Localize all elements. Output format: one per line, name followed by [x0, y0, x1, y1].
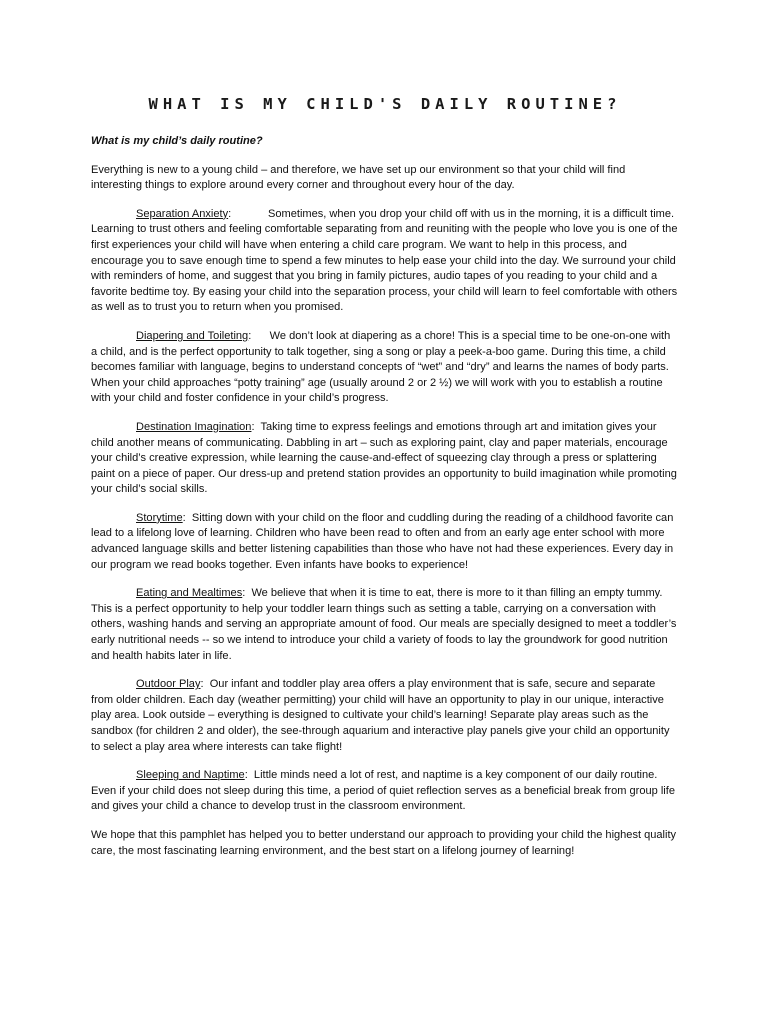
document-body	[91, 134, 679, 859]
section-heading: Destination Imagination	[136, 420, 252, 433]
section-outdoor-play	[91, 677, 679, 755]
section-separator: :	[242, 587, 252, 600]
section-destination-imagination	[91, 420, 679, 498]
section-separator: :	[228, 207, 269, 220]
subtitle: What is my child’s daily routine?	[91, 135, 263, 147]
section-separation-anxiety	[91, 207, 679, 316]
section-diapering-toileting	[91, 329, 679, 407]
section-separator: :	[182, 511, 192, 524]
section-heading: Sleeping and Naptime	[136, 769, 245, 782]
section-heading: Separation Anxiety	[136, 207, 229, 220]
closing-paragraph: We hope that this pamphlet has helped you to better understand our approach to providing your child the highest quality care, the most fascinating learning environment, and the best start on a lifelong journey of learning!	[91, 828, 677, 857]
section-separator: :	[248, 329, 270, 342]
section-body: Little minds need a lot of rest, and naptime is a key component of our daily routine. Even if your child does not sleep during this time, a period of quiet reflection serves as a beneficial break from group life and gives your child a chance to develop trust in the classroom environment.	[91, 769, 675, 813]
section-sleeping-naptime	[91, 768, 679, 815]
section-storytime	[91, 511, 679, 573]
section-body: Sitting down with your child on the floor and cuddling during the reading of a childhood favorite can lead to a lifelong love of learning. Children who have been read to often and from an early age enter school with more advanced language skills and better listening capabilities than those who have not had these experiences. Every day in our program we read books together. Even infants have books to experience!	[91, 511, 674, 571]
section-heading: Outdoor Play	[136, 678, 201, 691]
section-body: We don’t look at diapering as a chore! This is a special time to be one-on-one with a child, and is the perfect opportunity to talk together, sing a song or play a peek-a-boo game. During this time, a child becomes familiar with language, begins to understand concepts of “wet” and “dry” and learns the names of body parts. When your child approaches “potty training” age (usually around 2 or 2 ½) we will work with you to establish a routine with your child and foster confidence in your child’s progress.	[91, 329, 671, 405]
section-separator: :	[244, 769, 254, 782]
section-body: We believe that when it is time to eat, there is more to it than filling an empty tummy. This is a perfect opportunity to help your toddler learn things such as setting a table, carrying on a conversation with others, washing hands and serving an appropriate amount of food. Our meals are specially designed to meet a toddler’s early nutritional needs -- so we intend to introduce your child a variety of foods to lay the groundwork for good nutrition and health habits later in life.	[91, 587, 677, 662]
section-body: Sometimes, when you drop your child off with us in the morning, it is a difficult time. Learning to trust others and feeling comfortable separating from and reuniting with the people who love you is one of the first experiences your child will have when entering a child care program. We want to help in this process, and encourage you to save enough time to spend a few minutes to help ease your child into the day. We surround your child with reminders of home, and suggest that you bring in family pictures, audio tapes of you reading to your child and a favorite bedtime toy. By easing your child into the separation process, your child will learn to feel comfortable with others as well as to trust you to return when you promised.	[91, 207, 678, 314]
intro-paragraph: Everything is new to a young child – and therefore, we have set up our environment so that your child will find interesting things to explore around every corner and throughout every hour of the day.	[91, 163, 626, 192]
section-body: Taking time to express feelings and emotions through art and imitation gives your child another means of communicating. Dabbling in art – such as exploring paint, clay and paper materials, encourage your child’s creative expression, while learning the cause-and-effect of squeezing clay through a press or splattering paint on a piece of paper. Our dress-up and pretend station provides an opportunity to build imagination while promoting your child’s social skills.	[91, 420, 677, 496]
section-heading: Storytime	[136, 511, 183, 524]
section-eating-mealtimes	[91, 586, 679, 664]
section-heading: Diapering and Toileting	[136, 329, 249, 342]
section-body: Our infant and toddler play area offers a play environment that is safe, secure and separate from older children. Each day (weather permitting) your child will have an opportunity to play in our unique, interactive play area. Look outside – everything is designed to cultivate your child’s learning! Separate play areas such as the sandbox (for children 2 and older), the see-through aquarium and interactive play panels give your child an opportunity to select a play area where interests can take flight!	[91, 678, 670, 753]
section-separator: :	[200, 678, 210, 691]
section-separator: :	[251, 420, 261, 433]
section-heading: Eating and Mealtimes	[136, 587, 243, 600]
document-title: WHAT IS MY CHILD'S DAILY ROUTINE?	[148, 95, 622, 113]
